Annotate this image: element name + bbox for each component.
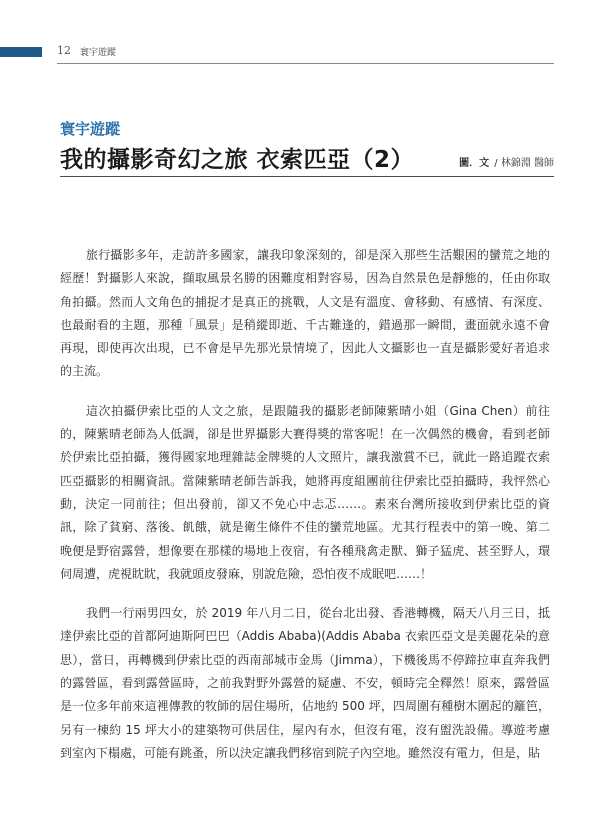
- paragraph: 旅行攝影多年，走訪許多國家，讓我印象深刻的，卻是深入那些生活艱困的蠻荒之地的經歷！對攝影人來說，擷取風景名勝的困難度相對容易，因為自然景色是靜態的，任由你取角拍攝。然而人文角色的捕捉才是真正的挑戰，人文是有溫度、會移動、有感情、有深度、也最耐看的主題，那種「風景」是稍縱即逝、千古難逢的，錯過那一瞬間，畫面就永遠不會再現，即使再次出現，已不會是早先那光景情境了，因此人文攝影也一直是攝影愛好者追求的主流。: [60, 248, 550, 379]
- page-number: 12: [57, 44, 71, 57]
- running-header-section: 寰宇遊蹤: [80, 48, 117, 58]
- byline-author: / 林錦淵 醫師: [494, 158, 554, 169]
- article-byline: [459, 154, 554, 169]
- header-color-bar: [0, 47, 42, 57]
- article-title: 我的攝影奇幻之旅 衣索匹亞（2）: [60, 147, 415, 173]
- paragraph: 我們一行兩男四女，於 2019 年八月二日，從台北出發、香港轉機，隔天八月三日，抵達伊索比亞的首都阿迪斯阿巴巴（Addis Ababa)(Addis Ababa 衣索匹亞文是美麗花朵的意思），當日，再轉機到伊索比亞的西南部城市金馬（Jimma），下機後馬不停蹄拉車直奔我們的露營區，看到露營區時，之前我對野外露營的疑慮、不安，頓時完全釋然！原來，露營區是一位多年前來這裡傳教的牧師的居住場所，佔地約 500 坪，四周圍有種樹木圍起的籬笆，另有一棟約 15 坪大小的建築物可供居住，屋內有水，但沒有電，沒有盥洗設備。導遊考慮到室內下榻處，可能有跳蚤，所以決定讓我們移宿到院子內空地。雖然沒有電力，但是，貼: [60, 606, 550, 760]
- title-divider: [60, 176, 554, 177]
- byline-label: 圖．文: [459, 158, 490, 169]
- article-kicker: 寰宇遊蹤: [60, 120, 121, 138]
- header-divider: [57, 63, 554, 64]
- article-body: [60, 244, 550, 781]
- paragraph: 這次拍攝伊索比亞的人文之旅，是跟隨我的攝影老師陳紫晴小姐（Gina Chen）前往的，陳紫晴老師為人低調，卻是世界攝影大賽得獎的常客呢！在一次偶然的機會，看到老師於伊索比亞拍攝，獲得國家地理雜誌金牌獎的人文照片，讓我激賞不已，就此一路追蹤衣索匹亞攝影的相關資訊。當陳紫晴老師告訴我，她將再度組團前往伊索比亞拍攝時，我怦然心動，決定一同前往；但出發前，卻又不免心中忐忑……。素來台灣所接收到伊索比亞的資訊，除了貧窮、落後、飢餓，就是衛生條件不佳的蠻荒地區。尤其行程表中的第一晚、第二晚便是野宿露營，想像要在那樣的場地上夜宿，有各種飛禽走獸、獅子猛虎、甚至野人，環伺周遭，虎視眈眈，我就頭皮發麻，別說危險，恐怕夜不成眠吧……！: [60, 403, 550, 581]
